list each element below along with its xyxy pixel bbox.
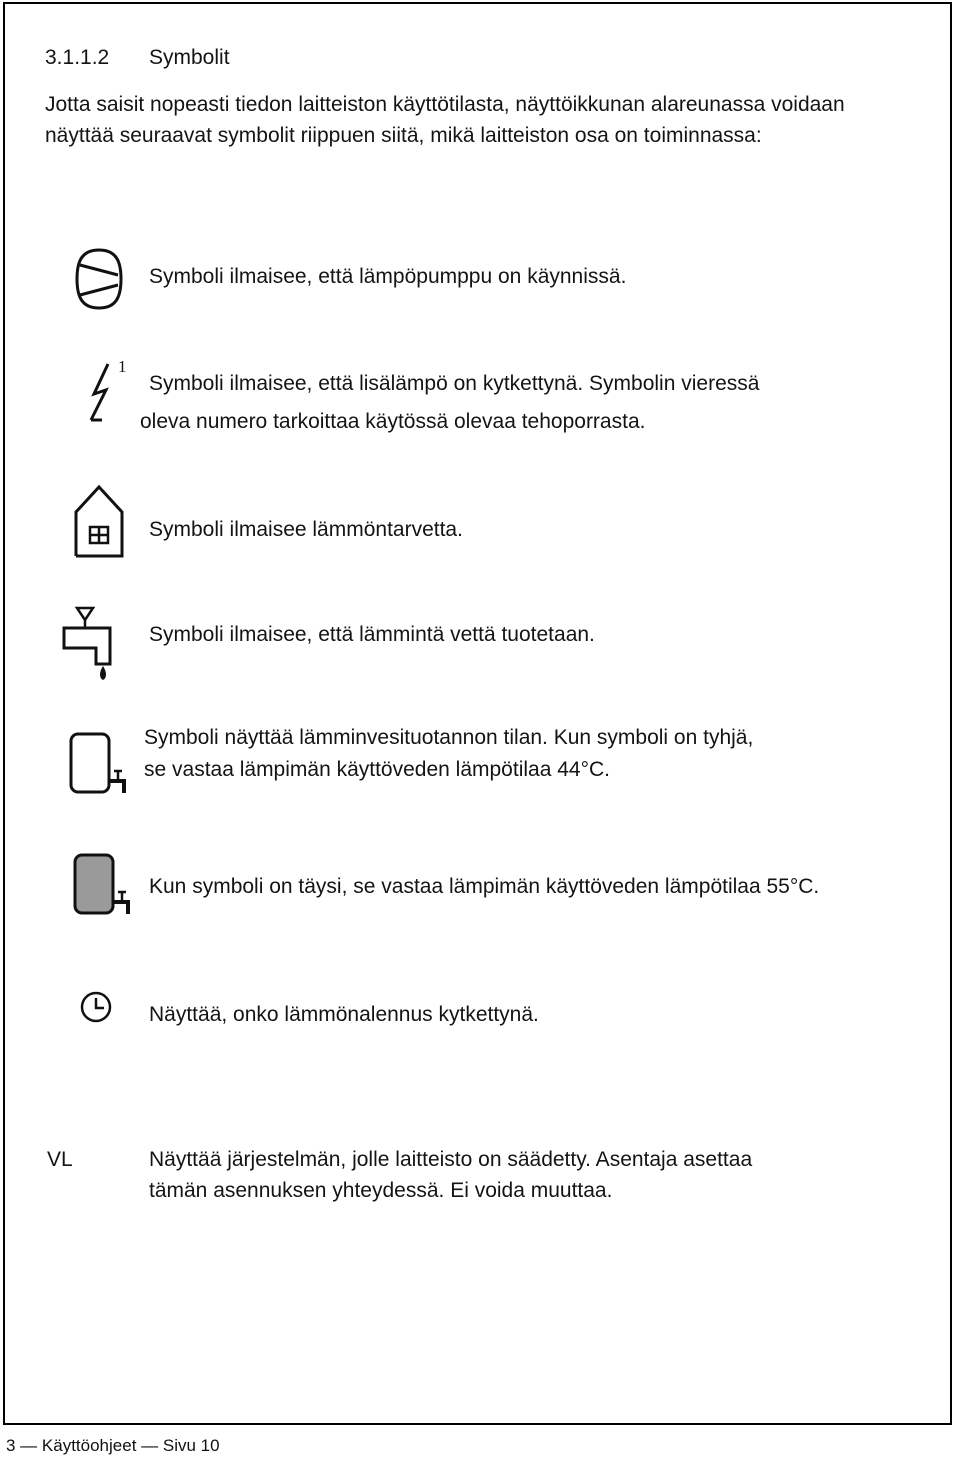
page-footer: 3 — Käyttöohjeet — Sivu 10	[6, 1436, 220, 1455]
house-icon	[71, 484, 127, 558]
page-frame	[3, 2, 952, 1425]
symbol-text-tank-empty-2: se vastaa lämpimän käyttöveden lämpötilaa 44°C.	[144, 758, 610, 781]
symbol-text-system-2: tämän asennuksen yhteydessä. Ei voida muuttaa.	[149, 1179, 613, 1202]
symbol-text-additional-heat-2: oleva numero tarkoittaa käytössä olevaa tehoporrasta.	[140, 410, 646, 433]
intro-paragraph: Jotta saisit nopeasti tiedon laitteiston käyttötilasta, näyttöikkunan alareunassa voidaan näyttää seuraavat symbolit riippuen siitä, mikä laitteiston osa on toiminnassa:	[45, 93, 845, 147]
symbol-text-heating-demand: Symboli ilmaisee lämmöntarvetta.	[149, 518, 463, 541]
symbol-text-night-setback: Näyttää, onko lämmönalennus kytkettynä.	[149, 1003, 539, 1026]
section-heading	[45, 42, 230, 73]
symbol-text-hot-water: Symboli ilmaisee, että lämmintä vettä tuotetaan.	[149, 623, 595, 646]
lightning-step-number: 1	[118, 357, 127, 376]
lightning-icon	[84, 362, 118, 426]
tank-full-icon	[72, 852, 138, 918]
tank-empty-icon	[68, 731, 134, 797]
system-label: VL	[47, 1148, 73, 1171]
clock-icon	[79, 990, 113, 1024]
section-number: 3.1.1.2	[45, 46, 110, 69]
symbol-text-tank-full: Kun symboli on täysi, se vastaa lämpimän käyttöveden lämpötilaa 55°C.	[149, 875, 820, 898]
compressor-icon	[74, 247, 124, 311]
symbol-text-system-1: Näyttää järjestelmän, jolle laitteisto on säädetty. Asentaja asettaa	[149, 1148, 753, 1171]
symbol-text-tank-empty-1: Symboli näyttää lämminvesituotannon tilan. Kun symboli on tyhjä,	[144, 726, 754, 749]
tap-icon	[60, 604, 120, 682]
section-title: Symbolit	[149, 46, 230, 69]
symbol-text-heat-pump: Symboli ilmaisee, että lämpöpumppu on käynnissä.	[149, 265, 627, 288]
symbol-text-additional-heat-1: Symboli ilmaisee, että lisälämpö on kytkettynä. Symbolin vieressä	[149, 372, 760, 395]
